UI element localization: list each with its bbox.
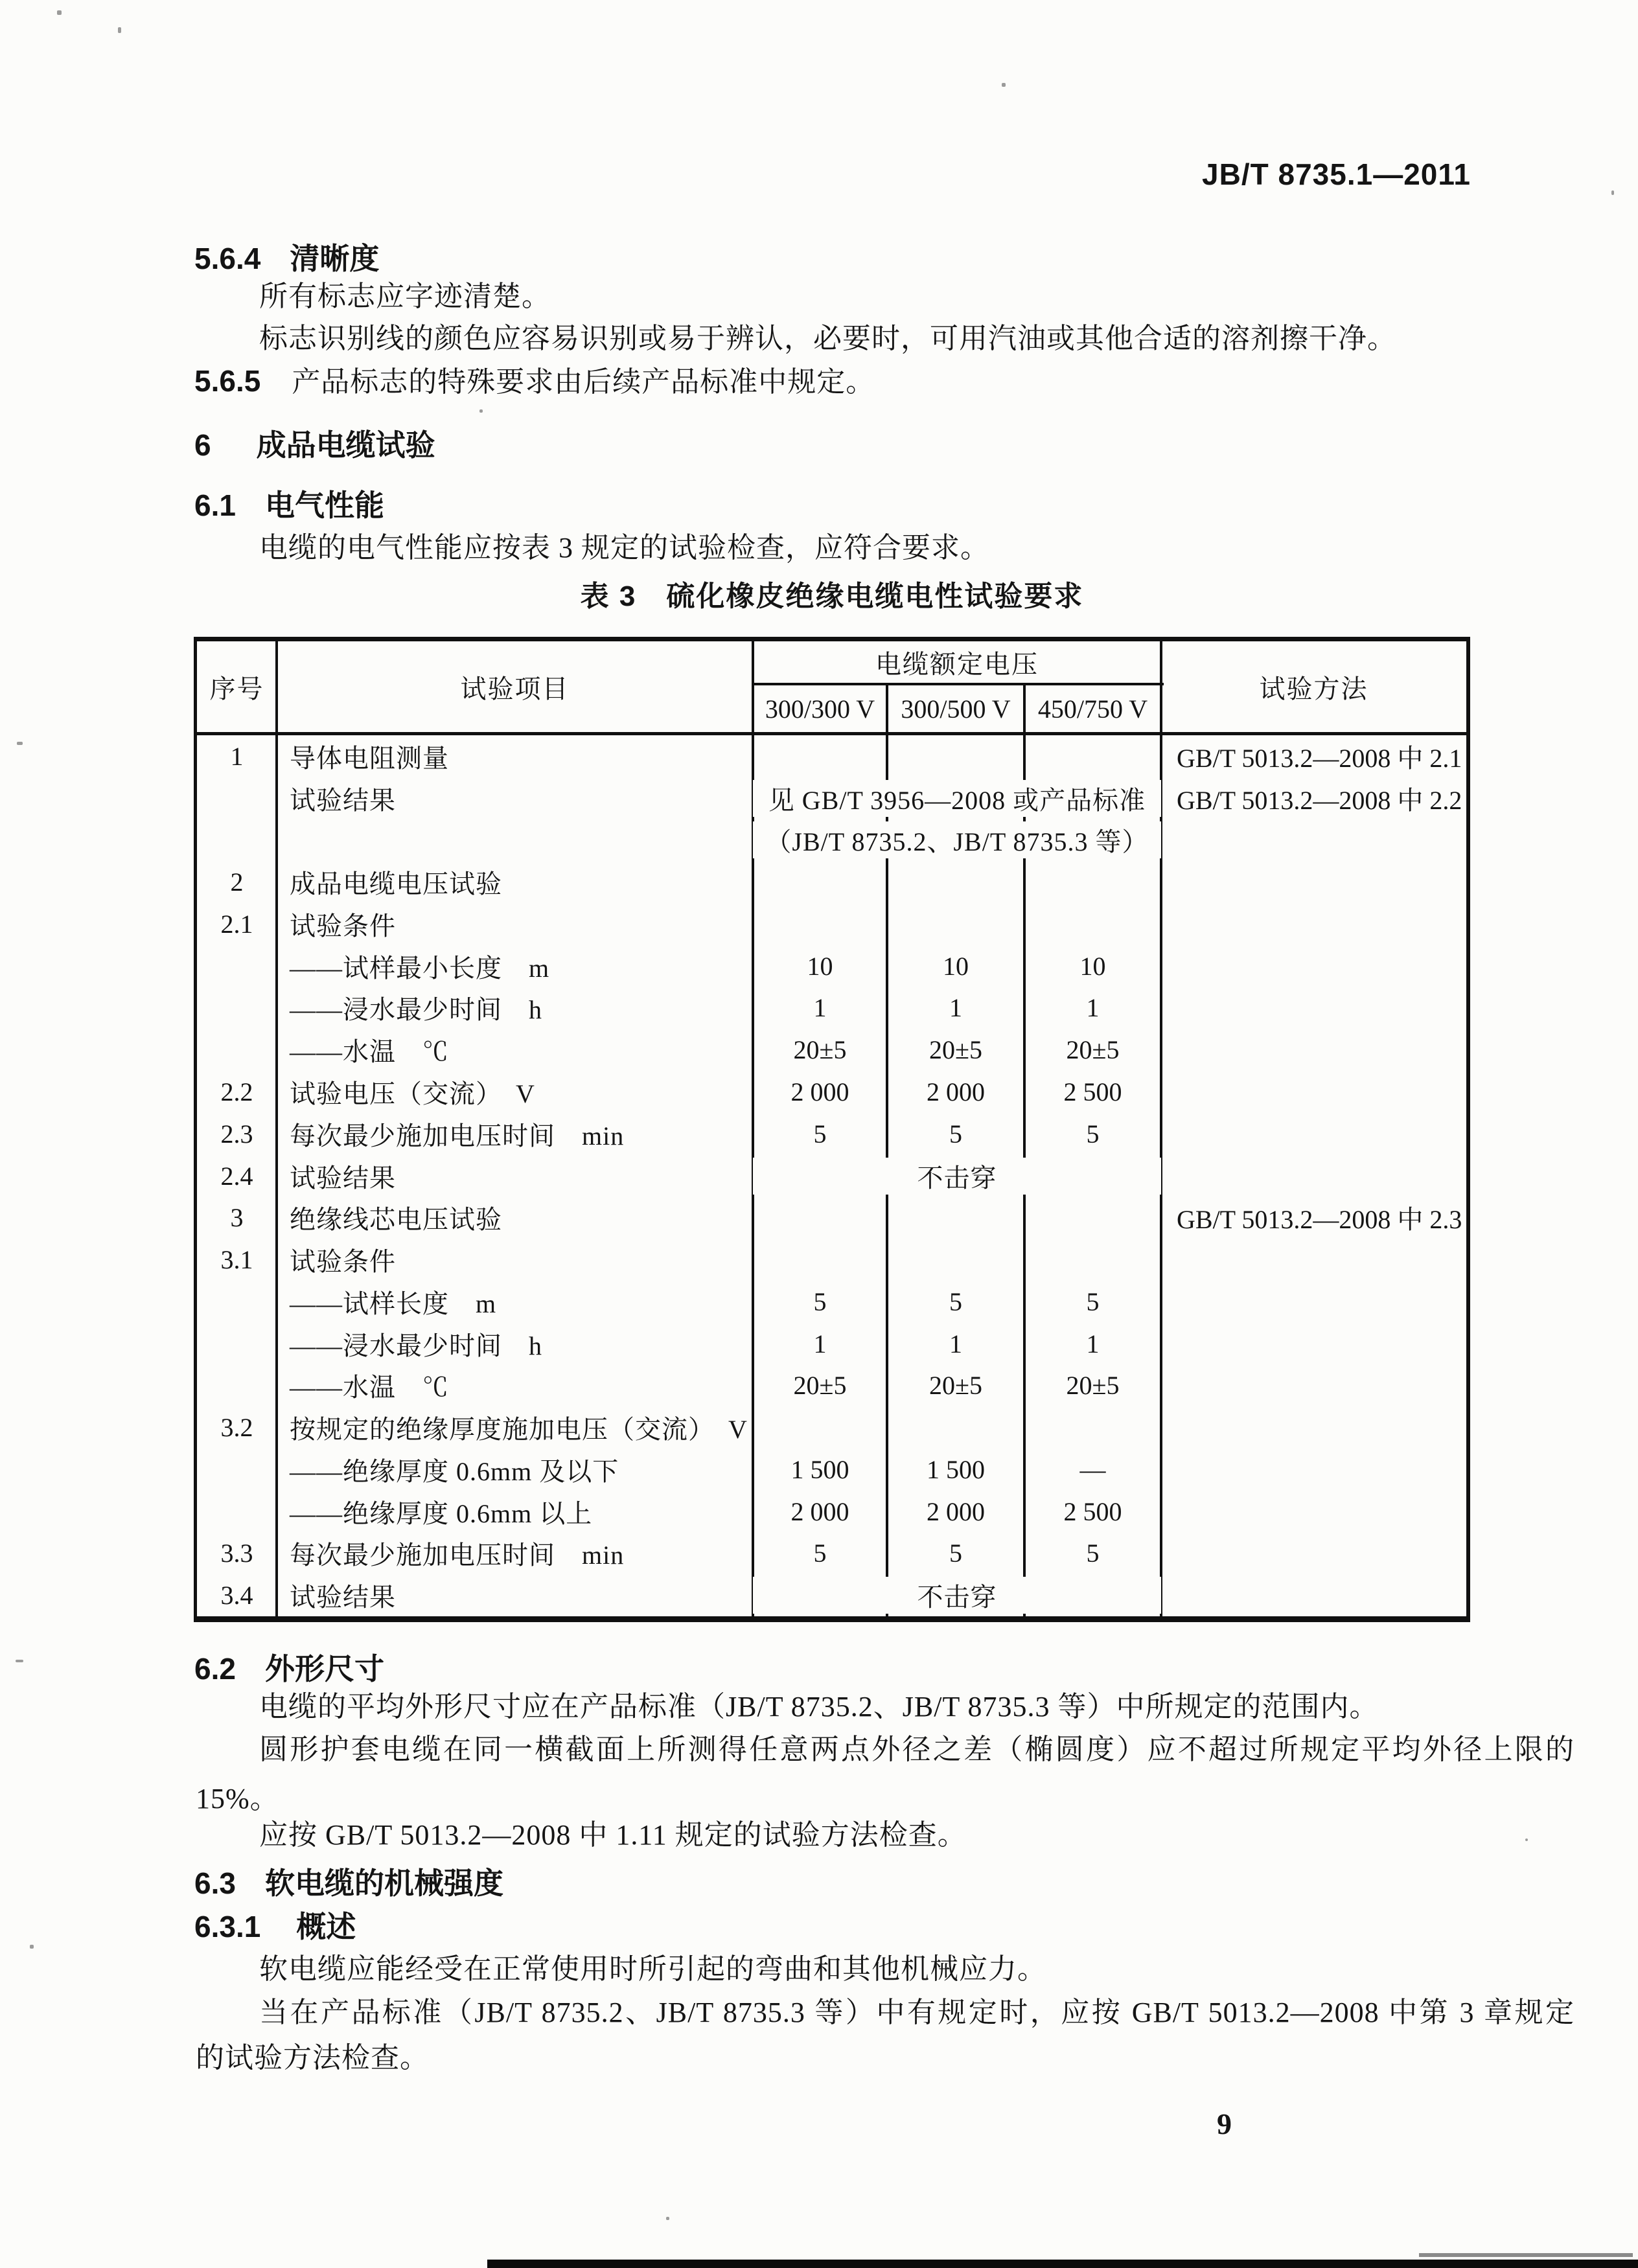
row-no: 3.3 <box>220 1539 253 1568</box>
section-title: 外形尺寸 <box>264 1652 384 1686</box>
row-v2: 1 <box>949 993 962 1023</box>
row-item: ——水温 ℃ <box>290 1037 449 1067</box>
section-number: 6.3 <box>194 1866 236 1900</box>
paragraph: 软电缆应能经受在正常使用时所引起的弯曲和其他机械应力。 <box>259 1953 1046 1985</box>
row-method: GB/T 5013.2—2008 中 2.1 <box>1177 743 1462 773</box>
row-no: 2 <box>230 867 244 897</box>
scan-speck <box>1525 1838 1528 1841</box>
col-header-300-500: 300/500 V <box>901 694 1011 724</box>
table-row <box>197 1113 1466 1155</box>
row-v2: 20±5 <box>929 1035 982 1065</box>
row-v1: 5 <box>813 1539 827 1568</box>
row-no: 3.4 <box>220 1581 253 1610</box>
paragraph: 电缆的电气性能应按表 3 规定的试验检查，应符合要求。 <box>259 532 989 564</box>
row-v1: 2 000 <box>790 1496 849 1526</box>
row-v2: 20±5 <box>929 1371 982 1401</box>
row-v2: 1 <box>949 1329 962 1358</box>
row-item: 试验电压（交流） V <box>290 1079 535 1108</box>
row-item: ——浸水最少时间 h <box>290 995 542 1025</box>
row-v3: 5 <box>1086 1287 1100 1316</box>
row-item: ——浸水最少时间 h <box>290 1331 542 1360</box>
table-row <box>197 945 1466 987</box>
table-3 <box>194 637 1470 1622</box>
scan-speck <box>16 1660 23 1662</box>
table-row <box>197 1155 1466 1197</box>
section-title: 成品电缆试验 <box>256 428 435 462</box>
row-v1: 10 <box>807 951 833 981</box>
table-row <box>197 987 1466 1029</box>
row-v2: 5 <box>949 1287 962 1316</box>
row-v3: 2 500 <box>1063 1077 1122 1106</box>
scan-bottom-bar <box>487 2260 1638 2268</box>
section-number: 6.2 <box>194 1652 236 1686</box>
row-no: 1 <box>230 741 244 771</box>
row-method: GB/T 5013.2—2008 中 2.2 <box>1177 785 1462 815</box>
row-item: 每次最少施加电压时间 min <box>290 1121 625 1151</box>
row-v1: 2 000 <box>790 1077 849 1106</box>
table-body <box>197 735 1466 1616</box>
scan-speck <box>666 2217 669 2220</box>
table-row <box>197 777 1466 819</box>
row-item: 按规定的绝缘厚度施加电压（交流） V <box>290 1415 748 1445</box>
row-item: 试验条件 <box>290 1247 396 1277</box>
section-number: 5.6.4 <box>194 242 261 275</box>
section-heading-6-3-1 <box>194 1910 356 1944</box>
col-header-voltage-group: 电缆额定电压 <box>875 649 1039 679</box>
row-item: ——绝缘厚度 0.6mm 以上 <box>290 1498 593 1528</box>
paragraph: 圆形护套电缆在同一横截面上所测得任意两点外径之差（椭圆度）应不超过所规定平均外径上限的 <box>259 1734 1575 1765</box>
col-header-300-300: 300/300 V <box>765 694 875 724</box>
row-v2: 5 <box>949 1539 962 1568</box>
table-row <box>197 1029 1466 1071</box>
section-title: 清晰度 <box>290 242 380 275</box>
row-no: 3.2 <box>220 1413 253 1443</box>
row-v1: 20±5 <box>793 1371 847 1401</box>
scan-speck <box>57 10 62 15</box>
row-v1: 1 500 <box>790 1454 849 1484</box>
row-v3: 20±5 <box>1066 1035 1120 1065</box>
row-item: ——水温 ℃ <box>290 1373 449 1403</box>
paragraph: 15%。 <box>196 1783 279 1815</box>
scan-speck <box>1611 190 1614 195</box>
table-row <box>197 819 1466 862</box>
table-row <box>197 861 1466 903</box>
row-v3: 5 <box>1086 1119 1100 1149</box>
row-no: 3 <box>230 1203 244 1233</box>
row-method: GB/T 5013.2—2008 中 2.3 <box>1177 1205 1462 1235</box>
row-v3: 2 500 <box>1063 1496 1122 1526</box>
row-span-value: 见 GB/T 3956—2008 或产品标准 <box>753 780 1161 817</box>
section-title: 电气性能 <box>264 488 384 522</box>
section-heading-6-2 <box>194 1652 384 1686</box>
table-row <box>197 1281 1466 1323</box>
scan-speck <box>479 409 483 413</box>
row-item: 成品电缆电压试验 <box>290 869 502 899</box>
row-item: 绝缘线芯电压试验 <box>290 1205 502 1235</box>
row-item: 试验结果 <box>290 1163 396 1193</box>
row-span-value: 不击穿 <box>753 1158 1161 1195</box>
row-v1: 20±5 <box>793 1035 847 1065</box>
section-number: 5.6.5 <box>194 364 261 398</box>
table-row <box>197 1491 1466 1533</box>
section-heading-6-3 <box>194 1866 503 1901</box>
row-span-value: （JB/T 8735.2、JB/T 8735.3 等） <box>753 821 1161 858</box>
row-v1: 5 <box>813 1119 827 1149</box>
row-item: 试验条件 <box>290 911 396 941</box>
scan-speck <box>30 1945 34 1949</box>
table-row <box>197 1406 1466 1449</box>
table-row <box>197 1364 1466 1406</box>
row-v2: 10 <box>943 951 969 981</box>
section-text: 产品标志的特殊要求由后续产品标准中规定。 <box>292 366 875 398</box>
table-row <box>197 1449 1466 1491</box>
col-header-450-750: 450/750 V <box>1037 694 1148 724</box>
row-item: 试验结果 <box>290 1583 396 1612</box>
row-item: 每次最少施加电压时间 min <box>290 1541 625 1570</box>
table-row <box>197 1533 1466 1575</box>
page-number: 9 <box>1217 2107 1232 2140</box>
section-number: 6 <box>194 428 211 462</box>
paragraph: 的试验方法检查。 <box>196 2042 429 2074</box>
row-item: 试验结果 <box>290 785 396 815</box>
standard-code-header: JB/T 8735.1—2011 <box>1202 157 1471 191</box>
row-v1: 1 <box>813 1329 827 1358</box>
paragraph: 应按 GB/T 5013.2—2008 中 1.11 规定的试验方法检查。 <box>259 1819 967 1851</box>
table-row <box>197 1197 1466 1239</box>
section-title: 概述 <box>296 1910 356 1943</box>
paragraph: 所有标志应字迹清楚。 <box>259 281 551 312</box>
row-v3: 10 <box>1079 951 1106 981</box>
section-heading-6-1 <box>194 488 384 523</box>
row-v3: 5 <box>1086 1539 1100 1568</box>
row-no: 2.1 <box>220 909 253 939</box>
row-v2: 5 <box>949 1119 962 1149</box>
scan-speck <box>17 742 23 745</box>
col-header-no: 序号 <box>209 674 264 704</box>
row-v3: 1 <box>1086 1329 1100 1358</box>
col-header-item: 试验项目 <box>460 674 570 704</box>
row-v1: 5 <box>813 1287 827 1316</box>
table-caption: 表 3 硫化橡皮绝缘电缆电性试验要求 <box>580 580 1084 612</box>
row-v1: 1 <box>813 993 827 1023</box>
col-header-method: 试验方法 <box>1259 674 1368 704</box>
scan-speck <box>118 27 121 33</box>
paragraph: 当在产品标准（JB/T 8735.2、JB/T 8735.3 等）中有规定时，应按 GB/T 5013.2—2008 中第 3 章规定 <box>259 1997 1575 2028</box>
row-v2: 2 000 <box>927 1496 985 1526</box>
row-v2: 2 000 <box>927 1077 985 1106</box>
row-no: 2.2 <box>220 1077 253 1106</box>
row-span-value: 不击穿 <box>753 1577 1161 1614</box>
section-title: 软电缆的机械强度 <box>264 1866 503 1900</box>
table-header <box>197 641 1466 735</box>
row-v2: 1 500 <box>927 1454 985 1484</box>
scan-speck <box>1002 83 1006 87</box>
section-heading-5-6-4 <box>194 242 379 276</box>
row-item: 导体电阻测量 <box>290 743 449 773</box>
paragraph: 标志识别线的颜色应容易识别或易于辨认，必要时，可用汽油或其他合适的溶剂擦干净。 <box>259 323 1396 354</box>
row-item: ——试样长度 m <box>290 1289 497 1318</box>
row-no: 2.4 <box>220 1161 253 1191</box>
paragraph: 电缆的平均外形尺寸应在产品标准（JB/T 8735.2、JB/T 8735.3 等）中所规定的范围内。 <box>259 1691 1379 1723</box>
table-row <box>197 903 1466 945</box>
row-v3: — <box>1079 1454 1106 1484</box>
row-no: 3.1 <box>220 1245 253 1275</box>
section-number: 6.3.1 <box>194 1910 261 1943</box>
row-v3: 20±5 <box>1066 1371 1120 1401</box>
section-number: 6.1 <box>194 488 236 522</box>
row-v3: 1 <box>1086 993 1100 1023</box>
table-row <box>197 1323 1466 1365</box>
table-row <box>197 1071 1466 1113</box>
table-row <box>197 1574 1466 1616</box>
table-row <box>197 1239 1466 1281</box>
row-item: ——试样最小长度 m <box>290 953 550 983</box>
row-no: 2.3 <box>220 1119 253 1149</box>
row-item: ——绝缘厚度 0.6mm 及以下 <box>290 1456 619 1486</box>
section-heading-5-6-5 <box>194 364 875 399</box>
scan-bottom-smudge <box>1419 2253 1633 2257</box>
table-row <box>197 735 1466 777</box>
section-heading-6 <box>194 428 435 463</box>
